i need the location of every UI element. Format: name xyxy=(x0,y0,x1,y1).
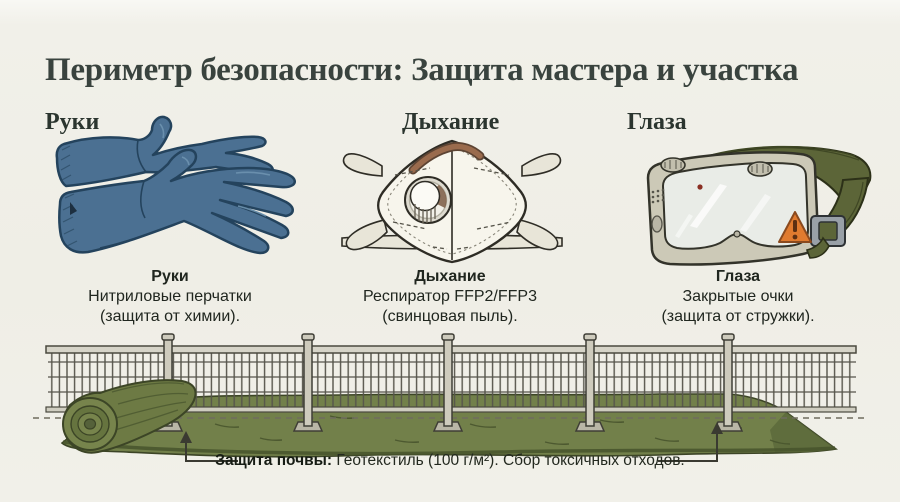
section-header-hands: Руки xyxy=(45,109,100,135)
caption-breathing-line2: (свинцовая пыль). xyxy=(382,308,518,325)
soil-protection-note xyxy=(0,452,900,470)
section-header-eyes: Глаза xyxy=(627,109,687,135)
caption-hands-line2: (защита от химии). xyxy=(99,308,241,325)
safety-goggles-illustration xyxy=(615,138,885,270)
caption-breathing-line1: Респиратор FFP2/FFP3 xyxy=(363,288,537,305)
exhalation-valve xyxy=(405,177,451,223)
ffp-respirator-illustration xyxy=(335,130,575,270)
caption-breathing xyxy=(330,267,570,327)
side-vent-holes xyxy=(652,189,665,204)
caption-eyes-line2: (защита от стружки). xyxy=(661,308,815,325)
caption-breathing-title: Дыхание xyxy=(414,268,486,285)
caption-eyes xyxy=(618,267,858,327)
caption-hands xyxy=(50,267,290,327)
caption-hands-line1: Нитриловые перчатки xyxy=(88,288,252,305)
soil-protection-note-label: Защита почвы: xyxy=(215,452,333,469)
section-header-breathing: Дыхание xyxy=(402,109,500,135)
caption-hands-title: Руки xyxy=(151,268,189,285)
strap-buckle xyxy=(807,216,845,258)
soil-protection-note-text: Геотекстиль (100 г/м²). Сбор токсичных отходов. xyxy=(332,452,685,469)
frame-rivet xyxy=(697,184,702,189)
page-title: Периметр безопасности: Защита мастера и участка xyxy=(45,52,799,88)
caption-eyes-title: Глаза xyxy=(715,268,761,285)
caption-eyes-line1: Закрытые очки xyxy=(682,288,794,305)
